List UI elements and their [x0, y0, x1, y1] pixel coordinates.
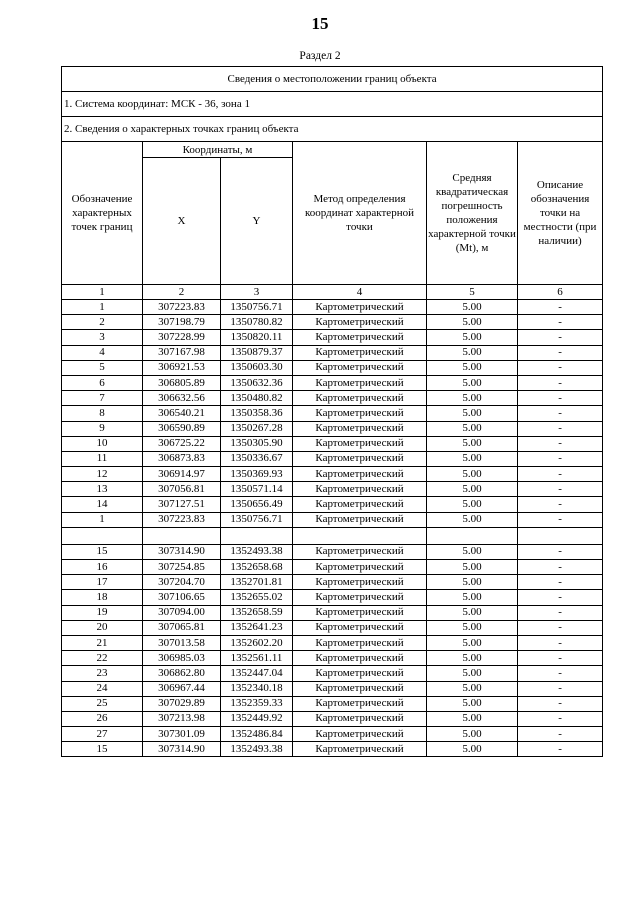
y-cell: 1350820.11: [221, 330, 293, 345]
y-cell: 1350336.67: [221, 451, 293, 466]
point-cell: 15: [62, 544, 143, 559]
error-cell: 5.00: [427, 711, 518, 726]
x-cell: 306725.22: [143, 436, 221, 451]
table-row: [62, 651, 603, 666]
y-cell: 1350656.49: [221, 497, 293, 512]
method-cell: Картометрический: [293, 300, 427, 315]
y-cell: 1352447.04: [221, 666, 293, 681]
empty-cell: [143, 527, 221, 544]
method-cell: Картометрический: [293, 742, 427, 757]
point-cell: 12: [62, 467, 143, 482]
x-cell: 307013.58: [143, 635, 221, 650]
method-cell: Картометрический: [293, 467, 427, 482]
table-row: [62, 605, 603, 620]
method-cell: Картометрический: [293, 590, 427, 605]
method-cell: Картометрический: [293, 406, 427, 421]
point-cell: 6: [62, 375, 143, 390]
table-row: [62, 727, 603, 742]
method-cell: Картометрический: [293, 696, 427, 711]
error-cell: 5.00: [427, 681, 518, 696]
description-cell: -: [518, 315, 603, 330]
table-row: [62, 330, 603, 345]
x-cell: 307167.98: [143, 345, 221, 360]
method-cell: Картометрический: [293, 451, 427, 466]
y-cell: 1352658.68: [221, 560, 293, 575]
y-cell: 1352602.20: [221, 635, 293, 650]
description-cell: -: [518, 696, 603, 711]
point-cell: 16: [62, 560, 143, 575]
y-cell: 1352340.18: [221, 681, 293, 696]
y-cell: 1350267.28: [221, 421, 293, 436]
method-cell: Картометрический: [293, 497, 427, 512]
point-cell: 25: [62, 696, 143, 711]
table-row: [62, 575, 603, 590]
y-cell: 1352493.38: [221, 742, 293, 757]
description-cell: -: [518, 330, 603, 345]
point-cell: 14: [62, 497, 143, 512]
error-cell: 5.00: [427, 742, 518, 757]
y-cell: 1350358.36: [221, 406, 293, 421]
table-row: [62, 742, 603, 757]
y-cell: 1350603.30: [221, 360, 293, 375]
description-cell: -: [518, 345, 603, 360]
description-cell: -: [518, 560, 603, 575]
y-cell: 1350480.82: [221, 391, 293, 406]
error-cell: 5.00: [427, 560, 518, 575]
y-cell: 1352486.84: [221, 727, 293, 742]
point-cell: 17: [62, 575, 143, 590]
point-cell: 7: [62, 391, 143, 406]
error-cell: 5.00: [427, 651, 518, 666]
x-cell: 306985.03: [143, 651, 221, 666]
error-cell: 5.00: [427, 575, 518, 590]
point-cell: 15: [62, 742, 143, 757]
separator-row: [62, 527, 603, 544]
section-title: Раздел 2: [299, 50, 341, 62]
y-cell: 1352493.38: [221, 544, 293, 559]
table-row: [62, 482, 603, 497]
method-cell: Картометрический: [293, 360, 427, 375]
description-cell: -: [518, 575, 603, 590]
table-row: [62, 421, 603, 436]
error-cell: 5.00: [427, 544, 518, 559]
error-cell: 5.00: [427, 330, 518, 345]
x-cell: 306540.21: [143, 406, 221, 421]
table-title: Сведения о местоположении границ объекта: [62, 67, 603, 92]
method-cell: Картометрический: [293, 635, 427, 650]
point-cell: 20: [62, 620, 143, 635]
x-cell: 307213.98: [143, 711, 221, 726]
column-number: 6: [518, 285, 603, 300]
y-cell: 1350756.71: [221, 512, 293, 527]
column-number: 4: [293, 285, 427, 300]
method-cell: Картометрический: [293, 330, 427, 345]
method-cell: Картометрический: [293, 575, 427, 590]
point-cell: 18: [62, 590, 143, 605]
method-cell: Картометрический: [293, 727, 427, 742]
point-cell: 19: [62, 605, 143, 620]
method-cell: Картометрический: [293, 482, 427, 497]
page-number: 15: [311, 14, 329, 33]
coordinate-system: 1. Система координат: МСК - 36, зона 1: [62, 92, 603, 117]
point-cell: 1: [62, 512, 143, 527]
method-cell: Картометрический: [293, 544, 427, 559]
description-cell: -: [518, 421, 603, 436]
x-cell: 307228.99: [143, 330, 221, 345]
x-cell: 306590.89: [143, 421, 221, 436]
description-cell: -: [518, 512, 603, 527]
point-cell: 11: [62, 451, 143, 466]
table-row: [62, 315, 603, 330]
table-row: [62, 451, 603, 466]
y-cell: 1352655.02: [221, 590, 293, 605]
description-cell: -: [518, 300, 603, 315]
boundary-points-table: [61, 66, 603, 757]
x-cell: 307314.90: [143, 544, 221, 559]
y-cell: 1352701.81: [221, 575, 293, 590]
x-cell: 306914.97: [143, 467, 221, 482]
x-cell: 306632.56: [143, 391, 221, 406]
x-cell: 307223.83: [143, 512, 221, 527]
x-cell: 307314.90: [143, 742, 221, 757]
error-cell: 5.00: [427, 482, 518, 497]
column-number: 2: [143, 285, 221, 300]
table-row: [62, 666, 603, 681]
table-row: [62, 467, 603, 482]
y-cell: 1350305.90: [221, 436, 293, 451]
description-cell: -: [518, 467, 603, 482]
table-row: [62, 620, 603, 635]
point-cell: 13: [62, 482, 143, 497]
method-cell: Картометрический: [293, 711, 427, 726]
method-cell: Картометрический: [293, 605, 427, 620]
x-cell: 307254.85: [143, 560, 221, 575]
point-cell: 2: [62, 315, 143, 330]
table-row: [62, 635, 603, 650]
x-cell: 307056.81: [143, 482, 221, 497]
point-cell: 24: [62, 681, 143, 696]
x-cell: 307301.09: [143, 727, 221, 742]
error-cell: 5.00: [427, 605, 518, 620]
column-number-row: [62, 285, 603, 300]
header-description: Описание обозначения точки на местности (при наличии): [518, 142, 603, 285]
error-cell: 5.00: [427, 635, 518, 650]
point-cell: 21: [62, 635, 143, 650]
description-cell: -: [518, 406, 603, 421]
method-cell: Картометрический: [293, 375, 427, 390]
table-row: [62, 375, 603, 390]
y-cell: 1350369.93: [221, 467, 293, 482]
x-cell: 306967.44: [143, 681, 221, 696]
point-cell: 27: [62, 727, 143, 742]
point-cell: 3: [62, 330, 143, 345]
x-cell: 307127.51: [143, 497, 221, 512]
x-cell: 306862.80: [143, 666, 221, 681]
table-row: [62, 590, 603, 605]
error-cell: 5.00: [427, 436, 518, 451]
method-cell: Картометрический: [293, 512, 427, 527]
y-cell: 1350632.36: [221, 375, 293, 390]
empty-cell: [62, 527, 143, 544]
method-cell: Картометрический: [293, 681, 427, 696]
point-cell: 8: [62, 406, 143, 421]
description-cell: -: [518, 666, 603, 681]
table-row: [62, 681, 603, 696]
x-cell: 306921.53: [143, 360, 221, 375]
description-cell: -: [518, 391, 603, 406]
point-cell: 10: [62, 436, 143, 451]
x-cell: 307106.65: [143, 590, 221, 605]
header-coordinates: Координаты, м: [143, 142, 293, 158]
y-cell: 1352449.92: [221, 711, 293, 726]
table-row: [62, 300, 603, 315]
x-cell: 307198.79: [143, 315, 221, 330]
empty-cell: [293, 527, 427, 544]
x-cell: 307223.83: [143, 300, 221, 315]
x-cell: 307029.89: [143, 696, 221, 711]
header-point-designation: Обозначение характерных точек границ: [62, 142, 143, 285]
x-cell: 306873.83: [143, 451, 221, 466]
method-cell: Картометрический: [293, 436, 427, 451]
method-cell: Картометрический: [293, 391, 427, 406]
error-cell: 5.00: [427, 497, 518, 512]
error-cell: 5.00: [427, 512, 518, 527]
description-cell: -: [518, 482, 603, 497]
description-cell: -: [518, 727, 603, 742]
description-cell: -: [518, 711, 603, 726]
point-cell: 1: [62, 300, 143, 315]
error-cell: 5.00: [427, 467, 518, 482]
x-cell: 307094.00: [143, 605, 221, 620]
description-cell: -: [518, 497, 603, 512]
method-cell: Картометрический: [293, 651, 427, 666]
point-cell: 26: [62, 711, 143, 726]
point-cell: 4: [62, 345, 143, 360]
description-cell: -: [518, 651, 603, 666]
table-row: [62, 497, 603, 512]
error-cell: 5.00: [427, 345, 518, 360]
description-cell: -: [518, 742, 603, 757]
table-row: [62, 406, 603, 421]
error-cell: 5.00: [427, 421, 518, 436]
y-cell: 1350756.71: [221, 300, 293, 315]
error-cell: 5.00: [427, 391, 518, 406]
description-cell: -: [518, 605, 603, 620]
column-number: 1: [62, 285, 143, 300]
empty-cell: [427, 527, 518, 544]
error-cell: 5.00: [427, 451, 518, 466]
method-cell: Картометрический: [293, 620, 427, 635]
description-cell: -: [518, 451, 603, 466]
method-cell: Картометрический: [293, 345, 427, 360]
description-cell: -: [518, 681, 603, 696]
description-cell: -: [518, 635, 603, 650]
table-row: [62, 345, 603, 360]
point-cell: 23: [62, 666, 143, 681]
y-cell: 1352658.59: [221, 605, 293, 620]
description-cell: -: [518, 620, 603, 635]
method-cell: Картометрический: [293, 666, 427, 681]
point-cell: 9: [62, 421, 143, 436]
table-row: [62, 711, 603, 726]
table-row: [62, 560, 603, 575]
empty-cell: [518, 527, 603, 544]
error-cell: 5.00: [427, 360, 518, 375]
table-row: [62, 391, 603, 406]
y-cell: 1352561.11: [221, 651, 293, 666]
description-cell: -: [518, 360, 603, 375]
header-x: X: [143, 158, 221, 285]
table-row: [62, 436, 603, 451]
x-cell: 307204.70: [143, 575, 221, 590]
table-row: [62, 512, 603, 527]
method-cell: Картометрический: [293, 421, 427, 436]
error-cell: 5.00: [427, 406, 518, 421]
error-cell: 5.00: [427, 315, 518, 330]
x-cell: 306805.89: [143, 375, 221, 390]
error-cell: 5.00: [427, 620, 518, 635]
header-error: Средняя квадратическая погрешность положения характерной точки (Mt), м: [427, 142, 518, 285]
error-cell: 5.00: [427, 590, 518, 605]
description-cell: -: [518, 590, 603, 605]
empty-cell: [221, 527, 293, 544]
y-cell: 1350780.82: [221, 315, 293, 330]
header-method: Метод определения координат характерной точки: [293, 142, 427, 285]
y-cell: 1350571.14: [221, 482, 293, 497]
error-cell: 5.00: [427, 300, 518, 315]
description-cell: -: [518, 436, 603, 451]
table-row: [62, 544, 603, 559]
y-cell: 1352359.33: [221, 696, 293, 711]
description-cell: -: [518, 544, 603, 559]
error-cell: 5.00: [427, 696, 518, 711]
error-cell: 5.00: [427, 727, 518, 742]
x-cell: 307065.81: [143, 620, 221, 635]
table-row: [62, 360, 603, 375]
point-cell: 22: [62, 651, 143, 666]
description-cell: -: [518, 375, 603, 390]
table-row: [62, 696, 603, 711]
error-cell: 5.00: [427, 375, 518, 390]
error-cell: 5.00: [427, 666, 518, 681]
y-cell: 1352641.23: [221, 620, 293, 635]
points-section-title: 2. Сведения о характерных точках границ объекта: [62, 117, 603, 142]
point-cell: 5: [62, 360, 143, 375]
method-cell: Картометрический: [293, 560, 427, 575]
column-number: 3: [221, 285, 293, 300]
column-number: 5: [427, 285, 518, 300]
method-cell: Картометрический: [293, 315, 427, 330]
header-y: Y: [221, 158, 293, 285]
y-cell: 1350879.37: [221, 345, 293, 360]
